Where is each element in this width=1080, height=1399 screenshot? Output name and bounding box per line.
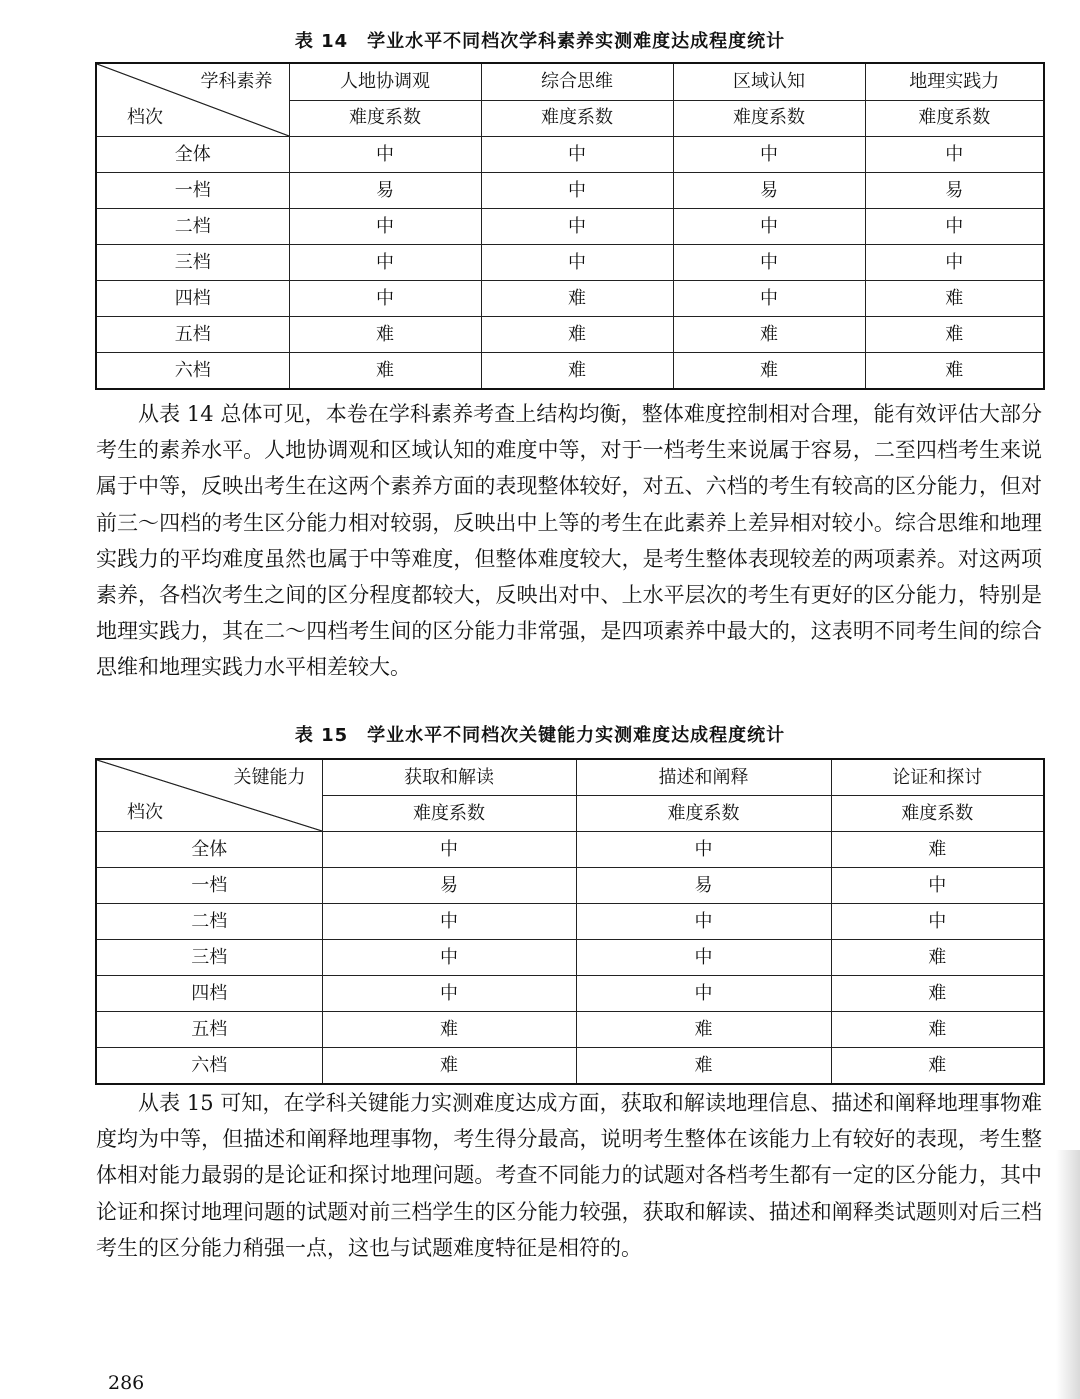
column-header: 获取和解读	[322, 759, 576, 796]
column-header: 人地协调观	[289, 63, 481, 100]
table-cell: 难	[481, 281, 673, 317]
table-cell: 中	[831, 868, 1044, 904]
table-row	[96, 353, 1044, 390]
table-cell: 中	[576, 904, 831, 940]
table-cell: 难	[481, 317, 673, 353]
corner-top-label: 学科素养	[200, 71, 273, 92]
subheader-cell: 难度系数	[865, 100, 1044, 137]
table-cell: 难	[576, 1048, 831, 1085]
table-cell: 中	[481, 209, 673, 245]
table-cell: 易	[673, 173, 865, 209]
table-cell: 难	[831, 1012, 1044, 1048]
row-label: 六档	[96, 353, 289, 390]
table-corner-cell	[96, 63, 289, 137]
row-label: 全体	[96, 137, 289, 173]
table-row	[96, 832, 1044, 868]
table-row	[96, 209, 1044, 245]
table-cell: 易	[865, 173, 1044, 209]
table-cell: 难	[673, 353, 865, 390]
page-edge-shadow	[1056, 1150, 1080, 1399]
table-cell: 易	[576, 868, 831, 904]
table-cell: 中	[322, 832, 576, 868]
table-cell: 难	[865, 353, 1044, 390]
subheader-cell: 难度系数	[481, 100, 673, 137]
corner-bottom-label: 档次	[127, 107, 163, 128]
column-header: 描述和阐释	[576, 759, 831, 796]
table-cell: 难	[576, 1012, 831, 1048]
table-cell: 中	[289, 281, 481, 317]
table-cell: 中	[576, 832, 831, 868]
table-row	[96, 281, 1044, 317]
table-cell: 中	[865, 209, 1044, 245]
table-cell: 难	[831, 832, 1044, 868]
table-corner-cell	[96, 759, 322, 832]
subheader-cell: 难度系数	[289, 100, 481, 137]
table-14-caption: 表 14 学业水平不同档次学科素养实测难度达成程度统计	[294, 31, 786, 52]
corner-top-label: 关键能力	[233, 767, 306, 788]
table-15-caption: 表 15 学业水平不同档次关键能力实测难度达成程度统计	[294, 725, 786, 746]
table-cell: 难	[322, 1048, 576, 1085]
table-cell: 易	[322, 868, 576, 904]
row-label: 一档	[96, 173, 289, 209]
table-cell: 中	[865, 137, 1044, 173]
table-header-row	[96, 63, 1044, 100]
table-row	[96, 1048, 1044, 1085]
row-label: 三档	[96, 940, 322, 976]
row-label: 二档	[96, 209, 289, 245]
table-row	[96, 868, 1044, 904]
table-cell: 中	[289, 137, 481, 173]
subheader-cell: 难度系数	[322, 796, 576, 832]
table-header-row	[96, 759, 1044, 796]
row-label: 五档	[96, 1012, 322, 1048]
table-14	[95, 62, 1045, 390]
column-header: 综合思维	[481, 63, 673, 100]
row-label: 四档	[96, 281, 289, 317]
subheader-cell: 难度系数	[831, 796, 1044, 832]
table-row	[96, 317, 1044, 353]
table-cell: 中	[289, 245, 481, 281]
table-cell: 难	[831, 940, 1044, 976]
table-cell: 易	[289, 173, 481, 209]
row-label: 四档	[96, 976, 322, 1012]
table-row	[96, 1012, 1044, 1048]
table-cell: 中	[831, 904, 1044, 940]
table-cell: 中	[576, 976, 831, 1012]
table-cell: 中	[322, 940, 576, 976]
column-header: 区域认知	[673, 63, 865, 100]
corner-bottom-label: 档次	[127, 802, 163, 823]
page-number: 286	[108, 1372, 145, 1394]
paragraph-2: 从表 15 可知，在学科关键能力实测难度达成方面，获取和解读地理信息、描述和阐释地理事物难度均为中等，但描述和阐释地理事物，考生得分最高，说明考生整体在该能力上有较好的表现，考生整体相对能力最弱的是论证和探讨地理问题。考查不同能力的试题对各档考生都有一定的区分能力，其中论证和探讨地理问题的试题对前三档学生的区分能力较强，获取和解读、描述和阐释类试题则对后三档考生的区分能力稍强一点，这也与试题难度特征是相符的。	[96, 1091, 1042, 1260]
row-label: 五档	[96, 317, 289, 353]
table-cell: 中	[865, 245, 1044, 281]
column-header: 论证和探讨	[831, 759, 1044, 796]
table-row	[96, 173, 1044, 209]
table-cell: 难	[289, 353, 481, 390]
table-cell: 中	[673, 245, 865, 281]
table-cell: 中	[673, 209, 865, 245]
table-cell: 难	[865, 281, 1044, 317]
table-cell: 中	[289, 209, 481, 245]
table-cell: 中	[322, 976, 576, 1012]
table-row	[96, 976, 1044, 1012]
subheader-cell: 难度系数	[673, 100, 865, 137]
table-cell: 难	[673, 317, 865, 353]
table-cell: 难	[865, 317, 1044, 353]
table-row	[96, 940, 1044, 976]
table-cell: 中	[481, 137, 673, 173]
row-label: 一档	[96, 868, 322, 904]
table-row	[96, 904, 1044, 940]
table-cell: 难	[831, 976, 1044, 1012]
table-cell: 难	[322, 1012, 576, 1048]
table-cell: 难	[481, 353, 673, 390]
row-label: 三档	[96, 245, 289, 281]
table-cell: 中	[673, 281, 865, 317]
column-header: 地理实践力	[865, 63, 1044, 100]
table-cell: 中	[322, 904, 576, 940]
table-15	[95, 758, 1045, 1085]
table-cell: 中	[576, 940, 831, 976]
row-label: 全体	[96, 832, 322, 868]
table-cell: 中	[481, 173, 673, 209]
paragraph-1: 从表 14 总体可见，本卷在学科素养考查上结构均衡，整体难度控制相对合理，能有效评估大部分考生的素养水平。人地协调观和区域认知的难度中等，对于一档考生来说属于容易，二至四档考生来说属于中等，反映出考生在这两个素养方面的表现整体较好，对五、六档的考生有较高的区分能力，但对前三～四档的考生区分能力相对较弱，反映出中上等的考生在此素养上差异相对较小。综合思维和地理实践力的平均难度虽然也属于中等难度，但整体难度较大，是考生整体表现较差的两项素养。对这两项素养，各档次考生之间的区分程度都较大，反映出对中、上水平层次的考生有更好的区分能力，特别是地理实践力，其在二～四档考生间的区分能力非常强，是四项素养中最大的，这表明不同考生间的综合思维和地理实践力水平相差较大。	[96, 402, 1042, 680]
row-label: 六档	[96, 1048, 322, 1085]
subheader-cell: 难度系数	[576, 796, 831, 832]
table-row	[96, 245, 1044, 281]
table-cell: 难	[289, 317, 481, 353]
table-row	[96, 137, 1044, 173]
table-cell: 中	[673, 137, 865, 173]
table-cell: 中	[481, 245, 673, 281]
table-cell: 难	[831, 1048, 1044, 1085]
row-label: 二档	[96, 904, 322, 940]
